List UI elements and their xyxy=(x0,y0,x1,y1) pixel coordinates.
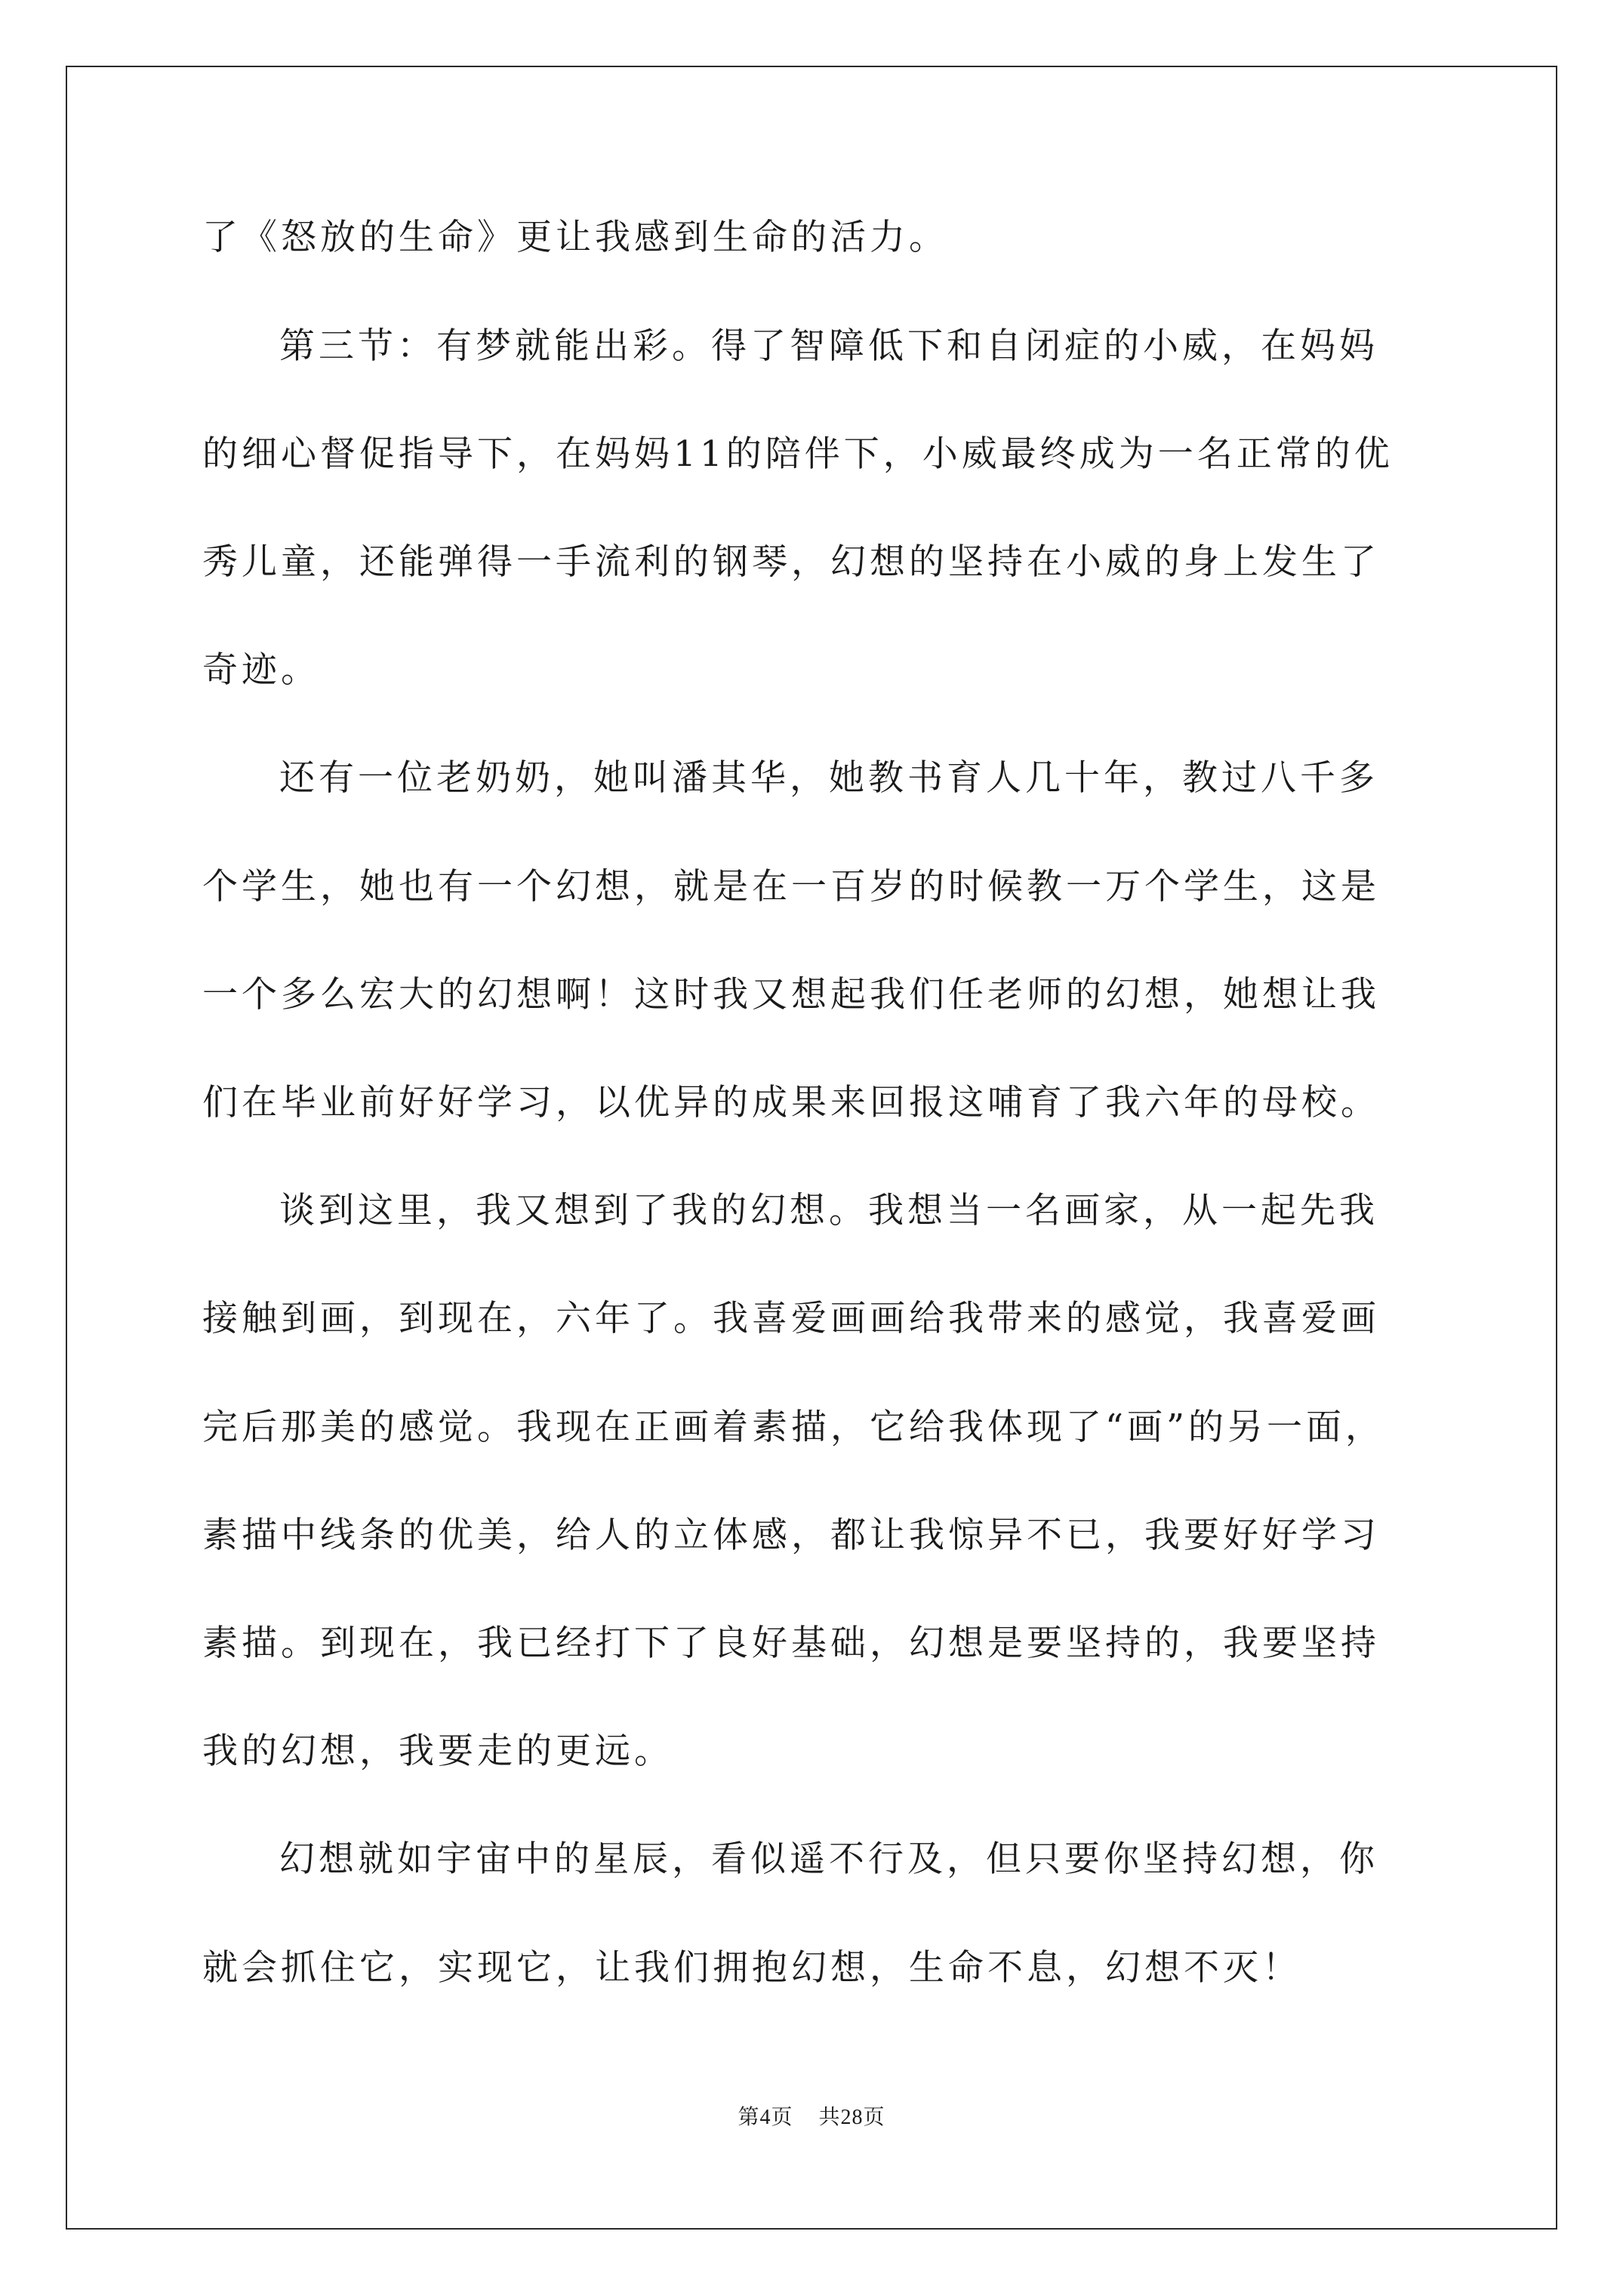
paragraph-first-line: 谈到这里，我又想到了我的幻想。我想当一名画家，从一起先我 xyxy=(279,1190,1378,1231)
text-line: 一个多么宏大的幻想啊！这时我又想起我们任老师的幻想，她想让我 xyxy=(202,974,1380,1015)
paragraph-first-line: 还有一位老奶奶，她叫潘其华，她教书育人几十年，教过八千多 xyxy=(279,757,1378,799)
text-line: 个学生，她也有一个幻想，就是在一百岁的时候教一万个学生，这是 xyxy=(202,866,1380,908)
page-footer xyxy=(0,2100,1623,2131)
paragraph-first-line: 第三节：有梦就能出彩。得了智障低下和自闭症的小威，在妈妈 xyxy=(279,325,1378,367)
text-line: 素描。到现在，我已经打下了良好基础，幻想是要坚持的，我要坚持 xyxy=(202,1623,1380,1664)
text-line: 们在毕业前好好学习，以优异的成果来回报这哺育了我六年的母校。 xyxy=(202,1082,1380,1123)
paragraph-first-line: 幻想就如宇宙中的星辰，看似遥不行及，但只要你坚持幻想，你 xyxy=(279,1838,1378,1880)
page-number: 第4页 xyxy=(738,2106,793,2129)
text-line: 完后那美的感觉。我现在正画着素描，它给我体现了“画”的另一面， xyxy=(202,1407,1385,1448)
text-line: 秀儿童，还能弹得一手流利的钢琴，幻想的坚持在小威的身上发生了 xyxy=(202,541,1380,583)
page-border xyxy=(66,66,1557,2230)
text-line: 就会抓住它，实现它，让我们拥抱幻想，生命不息，幻想不灭！ xyxy=(202,1947,1301,1989)
text-line: 接触到画，到现在，六年了。我喜爱画画给我带来的感觉，我喜爱画 xyxy=(202,1298,1380,1339)
text-line: 的细心督促指导下，在妈妈11的陪伴下，小威最终成为一名正常的优 xyxy=(202,433,1394,475)
text-line: 我的幻想，我要走的更远。 xyxy=(202,1730,673,1772)
text-line: 了《怒放的生命》更让我感到生命的活力。 xyxy=(202,217,948,258)
text-line: 奇迹。 xyxy=(202,649,320,691)
text-line: 素描中线条的优美，给人的立体感，都让我惊异不已，我要好好学习 xyxy=(202,1515,1380,1556)
page-total: 共28页 xyxy=(818,2106,885,2129)
